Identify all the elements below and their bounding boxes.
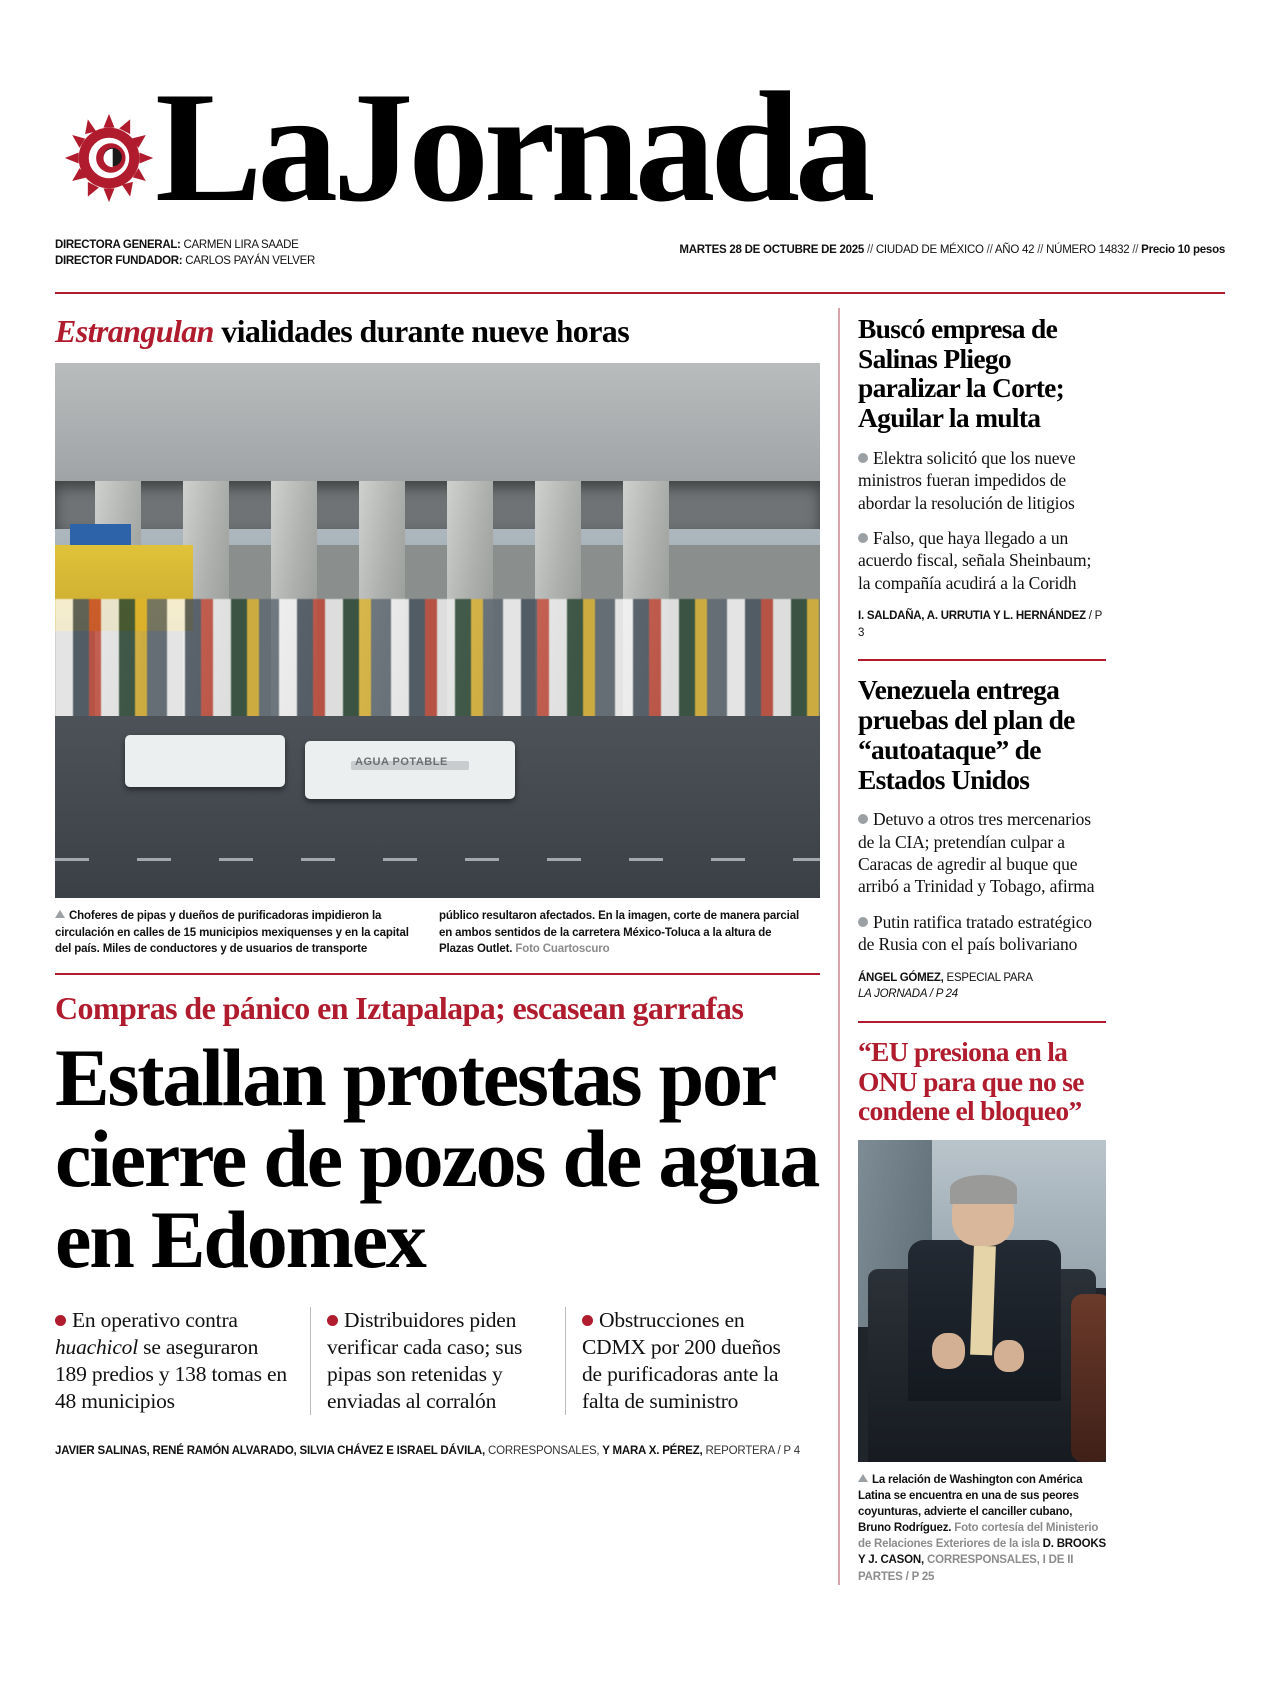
right-story-2-bullet-1 <box>858 808 1106 898</box>
right-story-1-page: / P 3 <box>858 610 1102 639</box>
photo-credit: Foto Cuartoscuro <box>515 942 610 955</box>
main-headline: Estallan protestas por cierre de pozos de agua en Edomex <box>55 1032 819 1286</box>
photo-subject-hand-left <box>932 1333 964 1368</box>
staff-credits <box>55 238 315 270</box>
column-divider-rule <box>838 308 840 1585</box>
bullet-dot-icon <box>582 1315 593 1326</box>
photo-subject-hair <box>950 1175 1017 1204</box>
lead-photo-caption <box>55 908 820 963</box>
right-story-2-credit <box>858 970 1106 1003</box>
right-story-3-authors: D. BROOKS Y J. CASON, <box>858 1538 1106 1567</box>
byline-role-1: CORRESPONSALES, <box>485 1444 600 1457</box>
caption-column-1 <box>55 908 417 957</box>
right-story-2-source: ESPECIAL PARA <box>943 971 1033 984</box>
right-story-2-author: ÁNGEL GÓMEZ, <box>858 971 944 984</box>
dateline-city: CIUDAD DE MÉXICO <box>875 244 984 256</box>
traffic-jam-photo <box>55 363 820 898</box>
right-story-2-bullet-2 <box>858 911 1106 956</box>
main-story-byline <box>55 1445 820 1457</box>
bullet-dot-icon <box>858 533 868 543</box>
right-story-1-bullet-2-text: Falso, que haya llegado a un acuerdo fiscal, señala Sheinbaum; la compañía acudirá a la Coridh <box>858 527 1092 593</box>
bullet-item-1 <box>55 1307 310 1415</box>
left-column <box>55 300 820 1585</box>
bullet-3-text: Obstrucciones en CDMX por 200 dueños de purificadoras ante la falta de suministro <box>582 1307 781 1413</box>
bullet-dot-icon <box>55 1315 66 1326</box>
bullet-item-2 <box>310 1307 565 1415</box>
right-story-3-headline: “EU presiona en la ONU para que no se condene el bloqueo” <box>858 1035 1084 1127</box>
right-story-1-bullet-2 <box>858 527 1106 594</box>
header-divider-rule <box>55 292 1225 294</box>
photo-overpass-deck <box>55 363 820 491</box>
bullet-dot-icon <box>858 453 868 463</box>
bullet-1-post: se aseguraron 189 predios y 138 tomas en 48 municipios <box>55 1334 287 1413</box>
sun-burst-logo-icon <box>63 112 155 204</box>
founder-label: DIRECTOR FUNDADOR: <box>55 254 183 267</box>
caption-triangle-icon <box>858 1474 868 1482</box>
photo-tanker-label: AGUA POTABLE <box>355 756 448 769</box>
right-story-1-headline: Buscó empresa de Salinas Pliego paralizar la Corte; Aguilar la multa <box>858 313 1065 434</box>
right-story-3-photo-credit-2: Exteriores de la isla <box>935 1538 1040 1551</box>
photo-chair-armrest <box>1071 1294 1106 1461</box>
right-story-3-page: / P 25 <box>902 1570 935 1583</box>
caption-text-2 <box>439 908 801 957</box>
lead-kicker <box>55 300 820 349</box>
right-story-3-caption-body: La relación de Washington con América Latina se encuentra en una de sus peores coyunturas, advierte el canciller cubano, Bruno Rodríguez. <box>858 1473 1083 1535</box>
left-divider-rule <box>55 973 820 975</box>
masthead-infoline <box>55 238 1225 270</box>
right-story-2-bullets <box>858 808 1106 955</box>
founder-name: CARLOS PAYÁN VELVER <box>185 254 315 267</box>
bullet-2-text: Distribuidores piden verificar cada caso; sus pipas son retenidas y enviadas al corralón <box>327 1307 523 1413</box>
bullet-1-italic: huachicol <box>55 1334 138 1359</box>
lead-kicker-rest: vialidades durante nueve horas <box>213 313 630 349</box>
bullet-1-pre: En operativo contra <box>72 1307 238 1332</box>
right-story-2-page: LA JORNADA / P 24 <box>858 988 958 1001</box>
photo-subject-hand-right <box>994 1340 1024 1372</box>
director-general-name: CARMEN LIRA SAADE <box>183 239 299 251</box>
right-story-3-role: CORRESPONSALES, I DE II PARTES <box>858 1554 1074 1583</box>
masthead <box>55 0 1225 235</box>
right-story-1-authors: I. SALDAÑA, A. URRUTIA Y L. HERNÁNDEZ <box>858 610 1086 623</box>
right-column <box>858 300 1106 1585</box>
right-story-1-bullets <box>858 447 1106 594</box>
dateline-sep-1: // <box>867 244 873 256</box>
byline-reporters: JAVIER SALINAS, RENÉ RAMÓN ALVARADO, SILVIA CHÁVEZ E ISRAEL DÁVILA, <box>55 1444 486 1457</box>
main-story-bullets <box>55 1307 820 1415</box>
right-story-3-photo-credit-1: Foto cortesía del Ministerio de Relaciones <box>858 1522 1099 1551</box>
main-story-kicker: Compras de pánico en Iztapalapa; escasean garrafas <box>55 990 744 1027</box>
photo-lane-markings <box>55 858 820 861</box>
dateline-sep-3: // <box>1037 244 1044 256</box>
dateline-year: AÑO 42 <box>994 244 1035 256</box>
content-grid <box>55 300 1225 1585</box>
bullet-item-3 <box>565 1307 820 1415</box>
bruno-rodriguez-interview-photo <box>858 1140 1106 1462</box>
director-general-label: DIRECTORA GENERAL: <box>55 239 181 251</box>
right-story-2-headline: Venezuela entrega pruebas del plan de “autoataque” de Estados Unidos <box>858 674 1075 795</box>
dateline-price: Precio 10 pesos <box>1141 244 1225 256</box>
caption-body-1: Choferes de pipas y dueños de purificadoras impidieron la circulación en calles de 15 municipios mexiquenses y en la capital del país. Miles de conductores y de usuarios de transporte <box>55 910 409 955</box>
dateline-number: NÚMERO 14832 <box>1046 244 1130 256</box>
bullet-dot-icon <box>858 814 868 824</box>
right-story-1-bullet-1-text: Elektra solicitó que los nueve ministros fueran impedidos de abordar la resolución de litigios <box>858 447 1076 513</box>
right-story-2-bullet-1-text: Detuvo a otros tres mercenarios de la CIA; pretendían culpar a Caracas de agredir al buque que arribó a Trinidad y Tobago, afirma <box>858 809 1095 897</box>
right-story-3-caption <box>858 1472 1106 1585</box>
bullet-dot-icon <box>327 1315 338 1326</box>
caption-body-2: público resultaron afectados. En la imagen, corte de manera parcial en ambos sentidos de la carretera México-Toluca a la altura de Plazas Outlet. <box>439 910 799 955</box>
byline-role-2: REPORTERA / P 4 <box>702 1444 800 1457</box>
bullet-dot-icon <box>858 917 868 927</box>
right-story-1-bullet-1 <box>858 447 1106 514</box>
photo-water-tanker-truck <box>305 741 515 799</box>
caption-column-2 <box>439 908 801 957</box>
dateline <box>679 238 1225 256</box>
dateline-sep-2: // <box>986 244 993 256</box>
dateline-sep-4: // <box>1132 244 1139 256</box>
photo-overpass-underside <box>55 481 820 529</box>
byline-reporter-2: Y MARA X. PÉREZ, <box>599 1444 703 1457</box>
photo-water-tanker-truck <box>125 735 285 787</box>
photo-subject-tie <box>970 1246 996 1356</box>
dateline-date: MARTES 28 DE OCTUBRE DE 2025 <box>679 244 865 256</box>
masthead-wordmark: LaJornada <box>155 60 871 235</box>
lead-kicker-italic: Estrangulan <box>55 313 214 349</box>
caption-text-1 <box>55 908 417 957</box>
right-story-1-credit <box>858 608 1106 641</box>
right-story-2-bullet-2-text: Putin ratifica tratado estratégico de Rusia con el país bolivariano <box>858 911 1092 955</box>
caption-triangle-icon <box>55 910 65 918</box>
